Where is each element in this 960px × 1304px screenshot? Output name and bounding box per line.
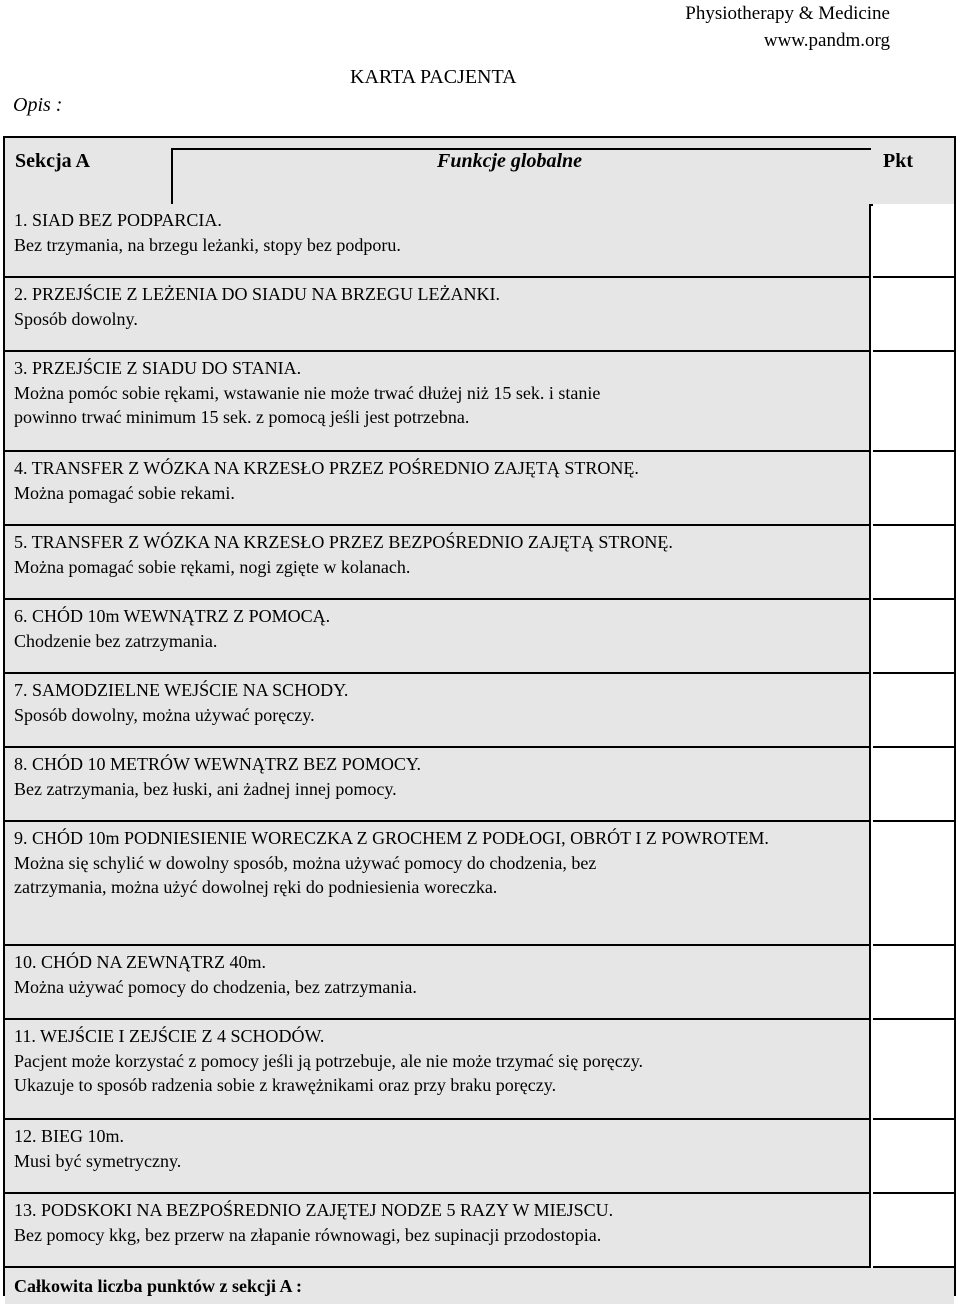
item-description: Bez pomocy kkg, bez przerw na złapanie równowagi, bez supinacji przodostopia. bbox=[14, 1224, 602, 1245]
table-row bbox=[5, 674, 954, 748]
item-title: 4. TRANSFER Z WÓZKA NA KRZESŁO PRZEZ POŚREDNIO ZAJĘTĄ STRONĘ. bbox=[14, 458, 639, 478]
assessment-table bbox=[3, 136, 956, 1296]
table-row bbox=[5, 1194, 954, 1268]
table-header-row bbox=[5, 138, 954, 206]
item-description: Bez trzymania, na brzegu leżanki, stopy bez podporu. bbox=[14, 234, 401, 255]
table-row bbox=[5, 748, 954, 822]
card-title: KARTA PACJENTA bbox=[350, 66, 517, 88]
item-description-cell bbox=[5, 1120, 871, 1194]
item-description: Bez zatrzymania, bez łuski, ani żadnej innej pomocy. bbox=[14, 778, 397, 799]
item-title: 2. PRZEJŚCIE Z LEŻENIA DO SIADU NA BRZEGU LEŻANKI. bbox=[14, 284, 500, 304]
organization-header bbox=[600, 0, 890, 54]
item-title: 6. CHÓD 10m WEWNĄTRZ Z POMOCĄ. bbox=[14, 606, 331, 626]
item-title: 13. PODSKOKI NA BEZPOŚREDNIO ZAJĘTEJ NODZE 5 RAZY W MIEJSCU. bbox=[14, 1200, 614, 1220]
item-description-cell bbox=[5, 526, 871, 600]
item-description: Można używać pomocy do chodzenia, bez zatrzymania. bbox=[14, 976, 417, 997]
item-description-cell bbox=[5, 204, 871, 278]
item-description: Można się schylić w dowolny sposób, można używać pomocy do chodzenia, bez zatrzymania, można użyć dowolnej ręki do podniesienia woreczka. bbox=[14, 852, 597, 897]
points-cell[interactable] bbox=[873, 748, 954, 822]
item-title: 7. SAMODZIELNE WEJŚCIE NA SCHODY. bbox=[14, 680, 349, 700]
points-cell[interactable] bbox=[873, 278, 954, 352]
total-label: Całkowita liczba punktów z sekcji A : bbox=[14, 1276, 303, 1296]
item-description-cell bbox=[5, 278, 871, 352]
item-description-cell bbox=[5, 1194, 871, 1268]
points-cell[interactable] bbox=[873, 600, 954, 674]
table-row bbox=[5, 278, 954, 352]
item-description-cell bbox=[5, 674, 871, 748]
item-description-cell bbox=[5, 452, 871, 526]
item-description: Pacjent może korzystać z pomocy jeśli ją potrzebuje, ale nie może trzymać się poręczy. Ukazuje to sposób radzenia sobie z krawężnikami oraz przy braku poręczy. bbox=[14, 1050, 644, 1095]
item-title: 8. CHÓD 10 METRÓW WEWNĄTRZ BEZ POMOCY. bbox=[14, 754, 422, 774]
item-description: Sposób dowolny, można używać poręczy. bbox=[14, 704, 315, 725]
organization-url: www.pandm.org bbox=[763, 30, 890, 51]
item-title: 11. WEJŚCIE I ZEJŚCIE Z 4 SCHODÓW. bbox=[14, 1026, 325, 1046]
points-cell[interactable] bbox=[873, 204, 954, 278]
item-title: 10. CHÓD NA ZEWNĄTRZ 40m. bbox=[14, 952, 266, 972]
item-description: Można pomagać sobie rękami, nogi zgięte w kolanach. bbox=[14, 556, 411, 577]
item-description: Chodzenie bez zatrzymania. bbox=[14, 630, 218, 651]
opis-label: Opis : bbox=[13, 94, 63, 116]
table-row bbox=[5, 600, 954, 674]
item-title: 5. TRANSFER Z WÓZKA NA KRZESŁO PRZEZ BEZPOŚREDNIO ZAJĘTĄ STRONĘ. bbox=[14, 532, 673, 552]
table-row bbox=[5, 946, 954, 1020]
item-description-cell bbox=[5, 1020, 871, 1120]
item-description: Można pomóc sobie rękami, wstawanie nie może trwać dłużej niż 15 sek. i stanie powinno trwać minimum 15 sek. z pomocą jeśli jest potrzebna. bbox=[14, 382, 601, 427]
item-title: 1. SIAD BEZ PODPARCIA. bbox=[14, 210, 222, 230]
item-description-cell bbox=[5, 352, 871, 452]
points-cell[interactable] bbox=[873, 452, 954, 526]
points-cell[interactable] bbox=[873, 526, 954, 600]
table-row bbox=[5, 452, 954, 526]
section-header: Sekcja A bbox=[15, 150, 90, 172]
points-cell[interactable] bbox=[873, 674, 954, 748]
item-title: 9. CHÓD 10m PODNIESIENIE WORECZKA Z GROCHEM Z PODŁOGI, OBRÓT I Z POWROTEM. bbox=[14, 828, 769, 848]
table-row bbox=[5, 352, 954, 452]
points-cell[interactable] bbox=[873, 1194, 954, 1268]
points-header: Pkt bbox=[883, 150, 913, 172]
points-cell[interactable] bbox=[873, 822, 954, 946]
function-header: Funkcje globalne bbox=[437, 150, 583, 172]
table-row bbox=[5, 204, 954, 278]
item-description-cell bbox=[5, 600, 871, 674]
points-cell[interactable] bbox=[873, 946, 954, 1020]
item-title: 12. BIEG 10m. bbox=[14, 1126, 124, 1146]
table-row bbox=[5, 526, 954, 600]
table-row bbox=[5, 1120, 954, 1194]
total-row bbox=[5, 1268, 954, 1304]
points-cell[interactable] bbox=[873, 1120, 954, 1194]
points-cell[interactable] bbox=[873, 1020, 954, 1120]
item-description: Sposób dowolny. bbox=[14, 308, 138, 329]
item-description: Można pomagać sobie rekami. bbox=[14, 482, 235, 503]
item-title: 3. PRZEJŚCIE Z SIADU DO STANIA. bbox=[14, 358, 302, 378]
item-description-cell bbox=[5, 748, 871, 822]
table-row bbox=[5, 1020, 954, 1120]
organization-name: Physiotherapy & Medicine bbox=[685, 3, 890, 24]
item-description: Musi być symetryczny. bbox=[14, 1150, 182, 1171]
item-description-cell bbox=[5, 946, 871, 1020]
points-cell[interactable] bbox=[873, 352, 954, 452]
table-row bbox=[5, 822, 954, 946]
item-description-cell bbox=[5, 822, 871, 946]
